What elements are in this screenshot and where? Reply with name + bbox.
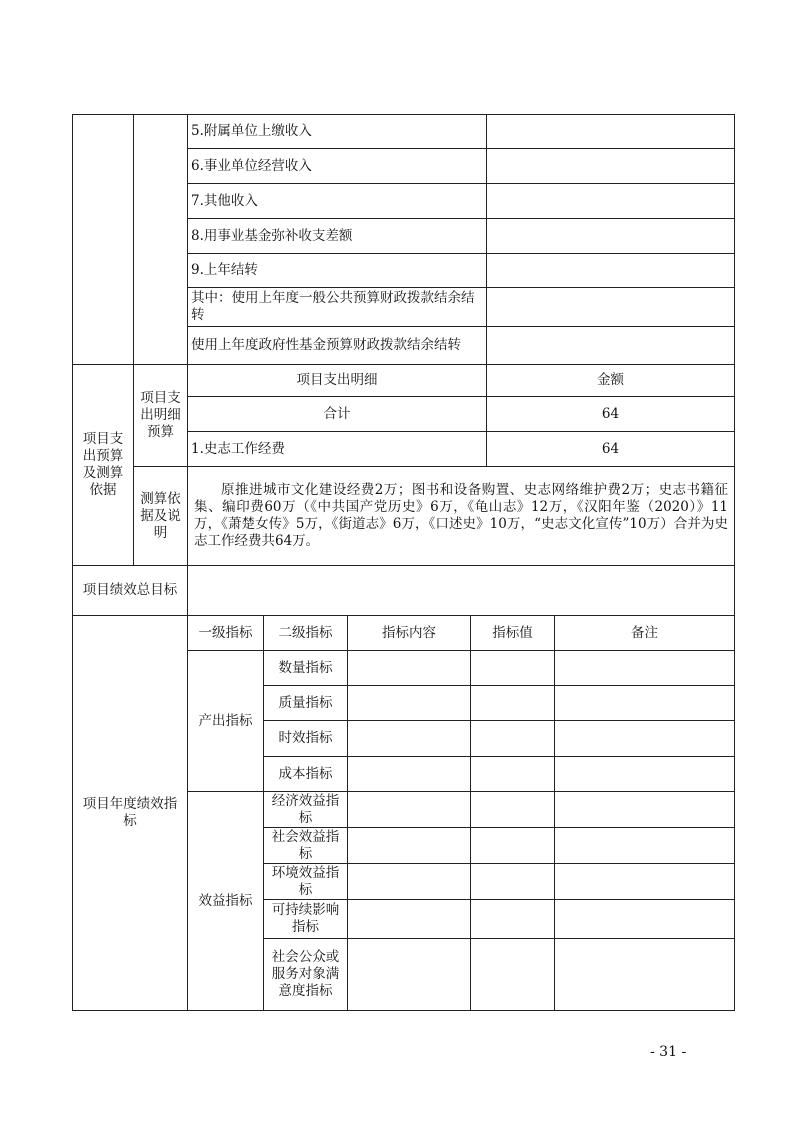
indicator-value xyxy=(470,938,555,1011)
level2-indicator: 经济效益指标 xyxy=(263,791,348,828)
indicator-content xyxy=(347,791,471,828)
level2-indicator: 时效指标 xyxy=(263,720,348,757)
detail-budget-label: 项目支出明细预算 xyxy=(133,364,188,467)
header-remarks: 备注 xyxy=(554,615,735,651)
expenditure-item-amount: 64 xyxy=(486,431,735,467)
indicator-value xyxy=(470,720,555,757)
indicator-remarks xyxy=(554,938,735,1011)
performance-goal-label: 项目绩效总目标 xyxy=(72,565,188,616)
income-item-label: 7.其他收入 xyxy=(187,183,487,219)
indicators-section-label: 项目年度绩效指标 xyxy=(72,615,188,1011)
indicator-value xyxy=(470,863,555,900)
income-item-label: 9.上年结转 xyxy=(187,253,487,288)
indicator-remarks xyxy=(554,756,735,792)
header-content: 指标内容 xyxy=(347,615,471,651)
indicator-value xyxy=(470,650,555,686)
total-amount: 64 xyxy=(486,396,735,432)
header-level2: 二级指标 xyxy=(263,615,348,651)
basis-text: 原推进城市文化建设经费2万；图书和设备购置、史志网络维护费2万；史志书籍征集、编印费60万（《中共国产党历史》6万，《龟山志》12万，《汉阳年鉴（2020）》11万，《萧楚女传》5万，《街道志》6万，《口述史》10万，“史志文化宣传”10万）合并为史志工作经费共64万。 xyxy=(187,466,735,566)
indicator-content xyxy=(347,938,471,1011)
income-item-amount xyxy=(486,183,735,219)
level2-indicator: 成本指标 xyxy=(263,756,348,792)
expenditure-item-label: 1.史志工作经费 xyxy=(187,431,487,467)
level1-output: 产出指标 xyxy=(187,650,264,792)
indicator-content xyxy=(347,685,471,721)
income-item-label: 其中：使用上年度一般公共预算财政拨款结余结转 xyxy=(187,287,487,327)
income-item-amount xyxy=(486,253,735,288)
income-item-label: 6.事业单位经营收入 xyxy=(187,148,487,184)
level2-indicator: 数量指标 xyxy=(263,650,348,686)
indicator-remarks xyxy=(554,863,735,900)
basis-label: 测算依据及说明 xyxy=(133,466,188,566)
header-level1: 一级指标 xyxy=(187,615,264,651)
performance-goal-value xyxy=(187,565,735,616)
indicator-content xyxy=(347,827,471,864)
indicator-remarks xyxy=(554,720,735,757)
indicator-remarks xyxy=(554,827,735,864)
indicator-content xyxy=(347,756,471,792)
header-value: 指标值 xyxy=(470,615,555,651)
indicator-value xyxy=(470,756,555,792)
indicator-content xyxy=(347,650,471,686)
income-item-label: 5.附属单位上缴收入 xyxy=(187,114,487,149)
indicator-remarks xyxy=(554,899,735,939)
level2-indicator: 质量指标 xyxy=(263,685,348,721)
level2-indicator: 社会效益指标 xyxy=(263,827,348,864)
detail-header: 项目支出明细 xyxy=(187,364,487,397)
level2-indicator: 环境效益指标 xyxy=(263,863,348,900)
total-label: 合计 xyxy=(187,396,487,432)
income-item-label: 使用上年度政府性基金预算财政拨款结余结转 xyxy=(187,326,487,365)
income-item-amount xyxy=(486,287,735,327)
indicator-remarks xyxy=(554,685,735,721)
indicator-value xyxy=(470,899,555,939)
income-item-amount xyxy=(486,218,735,254)
page-number: - 31 - xyxy=(650,1044,687,1060)
amount-header: 金额 xyxy=(486,364,735,397)
income-item-amount xyxy=(486,326,735,365)
income-item-amount xyxy=(486,114,735,149)
indicator-remarks xyxy=(554,791,735,828)
indicator-content xyxy=(347,863,471,900)
level2-indicator: 可持续影响指标 xyxy=(263,899,348,939)
income-item-label: 8.用事业基金弥补收支差额 xyxy=(187,218,487,254)
indicator-content xyxy=(347,720,471,757)
indicator-content xyxy=(347,899,471,939)
indicator-remarks xyxy=(554,650,735,686)
indicator-value xyxy=(470,791,555,828)
blank-left-column xyxy=(72,114,134,365)
expenditure-section-label: 项目支出预算及测算依据 xyxy=(72,364,134,566)
level2-indicator: 社会公众或服务对象满意度指标 xyxy=(263,938,348,1011)
level1-benefit: 效益指标 xyxy=(187,791,264,1011)
indicator-value xyxy=(470,685,555,721)
indicator-value xyxy=(470,827,555,864)
income-item-amount xyxy=(486,148,735,184)
blank-sub-column xyxy=(133,114,188,365)
